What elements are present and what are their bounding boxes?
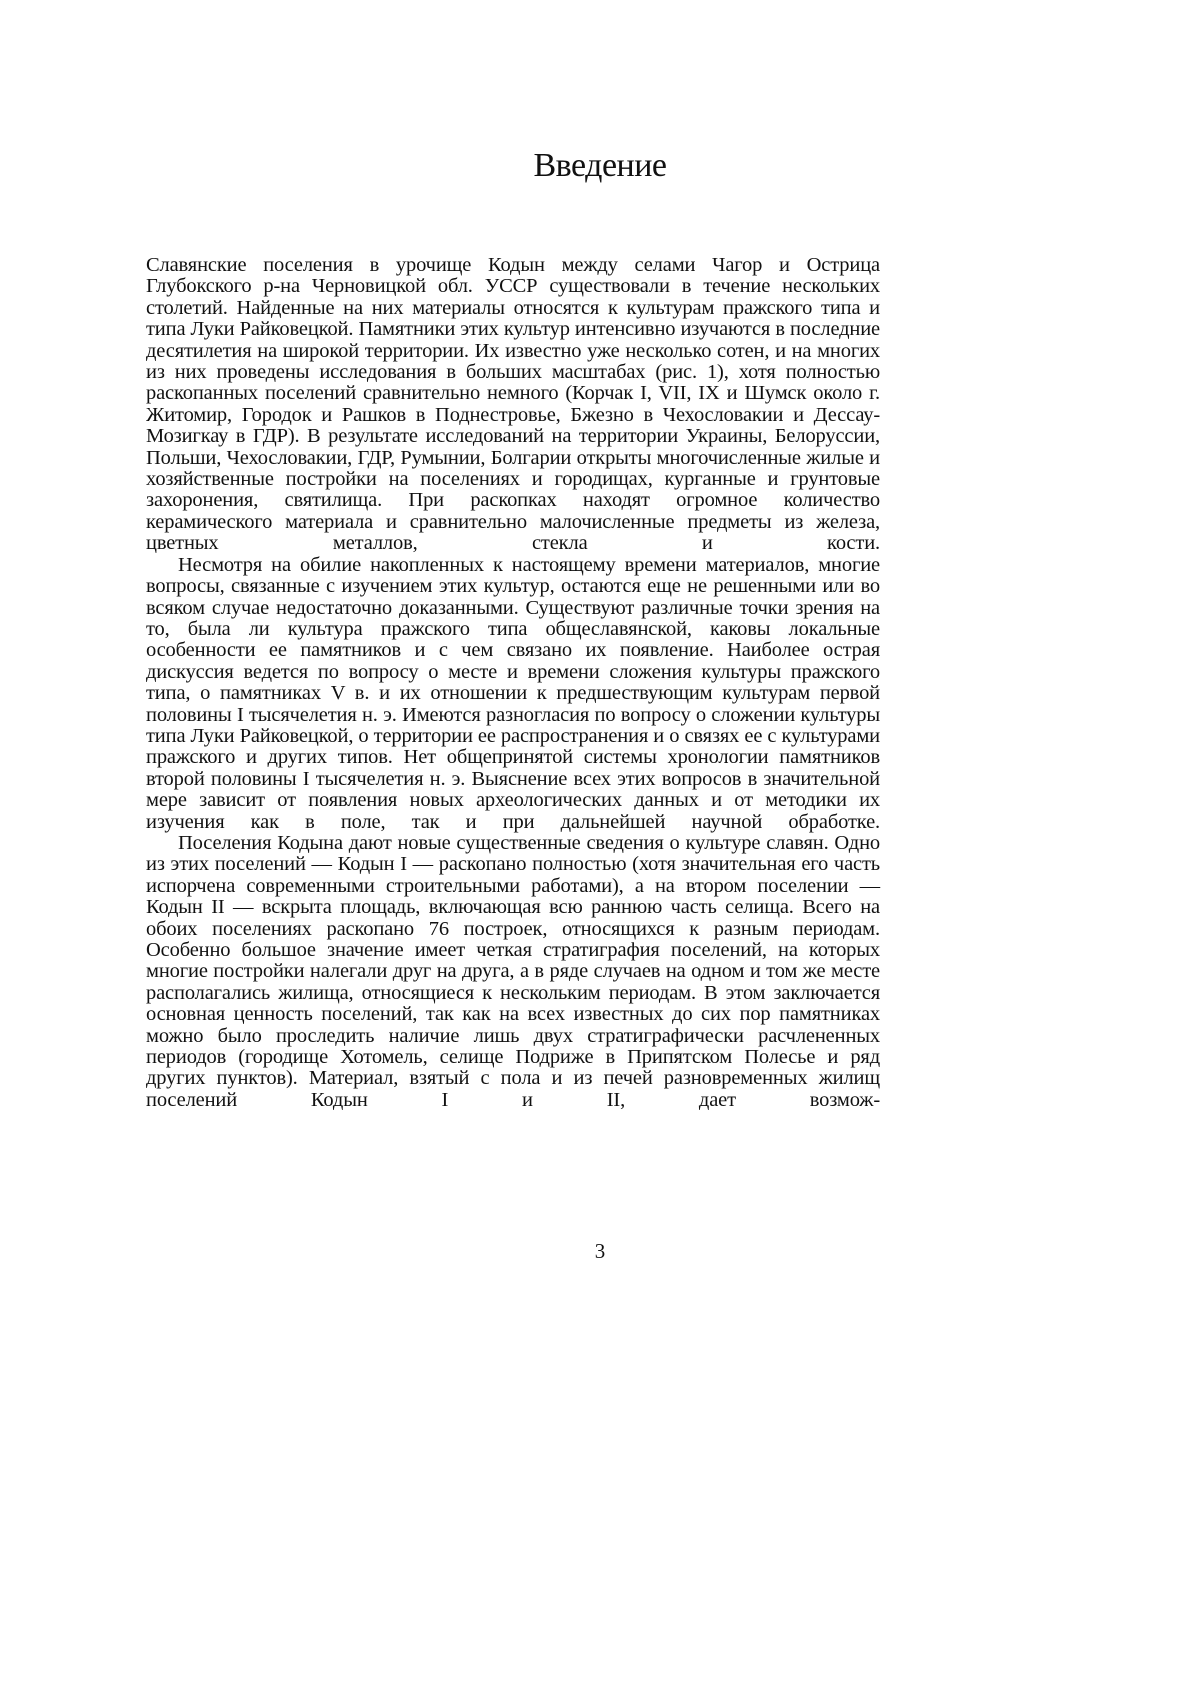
paragraph-1: Славянские поселения в урочище Кодын между селами Чагор и Острица Глубокского р-на Черновицкой обл. УССР существовали в течение нескольких столетий. Найденные на них материалы относятся к культурам пражского типа и типа Луки Райковецкой. Памятники этих культур интенсивно изучаются в последние десятилетия на широкой территории. Их известно уже несколько сотен, и на многих из них проведены исследования в больших масштабах (рис. 1), хотя полностью раскопанных поселений сравнительно немного (Корчак I, VII, IX и Шумск около г. Житомир, Городок и Рашков в Поднестровье, Бжезно в Чехословакии и Дессау-Мозигкау в ГДР). В результате исследований на территории Украины, Белоруссии, Польши, Чехословакии, ГДР, Румынии, Болгарии открыты многочисленные жилые и хозяйственные постройки на поселениях и городищах, курганные и грунтовые захоронения, святилища. При раскопках находят огромное количество керамического материала и сравнительно малочисленные предметы из железа, цветных металлов, стекла и кости.	[146, 254, 880, 555]
paragraph-3: Поселения Кодына дают новые существенные сведения о культуре славян. Одно из этих поселений — Кодын I — раскопано полностью (хотя значительная его часть испорчена современными строительными работами), а на втором поселении — Кодын II — вскрыта площадь, включающая всю раннюю часть селища. Всего на обоих поселениях раскопано 76 построек, относящихся к разным периодам. Особенно большое значение имеет четкая стратиграфия поселений, на которых многие постройки налегали друг на друга, а в ряде случаев на одном и том же месте располагались жилища, относящиеся к нескольким периодам. В этом заключается основная ценность поселений, так как на всех известных до сих пор памятниках можно было проследить наличие лишь двух стратиграфически расчлененных периодов (городище Хотомель, селище Подриже в Припятском Полесье и ряд других пунктов). Материал, взятый с пола и из печей разновременных жилищ поселений Кодын I и II, дает возмож-	[146, 831, 880, 1111]
chapter-body	[146, 255, 880, 1111]
page-number: 3	[594, 1239, 606, 1263]
chapter-title: Введение	[533, 147, 667, 184]
paragraph-2: Несмотря на обилие накопленных к настоящему времени материалов, многие вопросы, связанные с изучением этих культур, остаются еще не решенными или во всяком случае недостаточно доказанными. Существуют различные точки зрения на то, была ли культура пражского типа общеславянской, каковы локальные особенности ее памятников и с чем связано их появление. Наиболее острая дискуссия ведется по вопросу о месте и времени сложения культуры пражского типа, о памятниках V в. и их отношении к предшествующим культурам первой половины I тысячелетия н. э. Имеются разногласия по вопросу о сложении культуры типа Луки Райковецкой, о территории ее распространения и о связях ее с культурами пражского и других типов. Нет общепринятой системы хронологии памятников второй половины I тысячелетия н. э. Выяснение всех этих вопросов в значительной мере зависит от появления новых археологических данных и от методики их изучения как в поле, так и при дальнейшей научной обработке.	[146, 553, 880, 833]
